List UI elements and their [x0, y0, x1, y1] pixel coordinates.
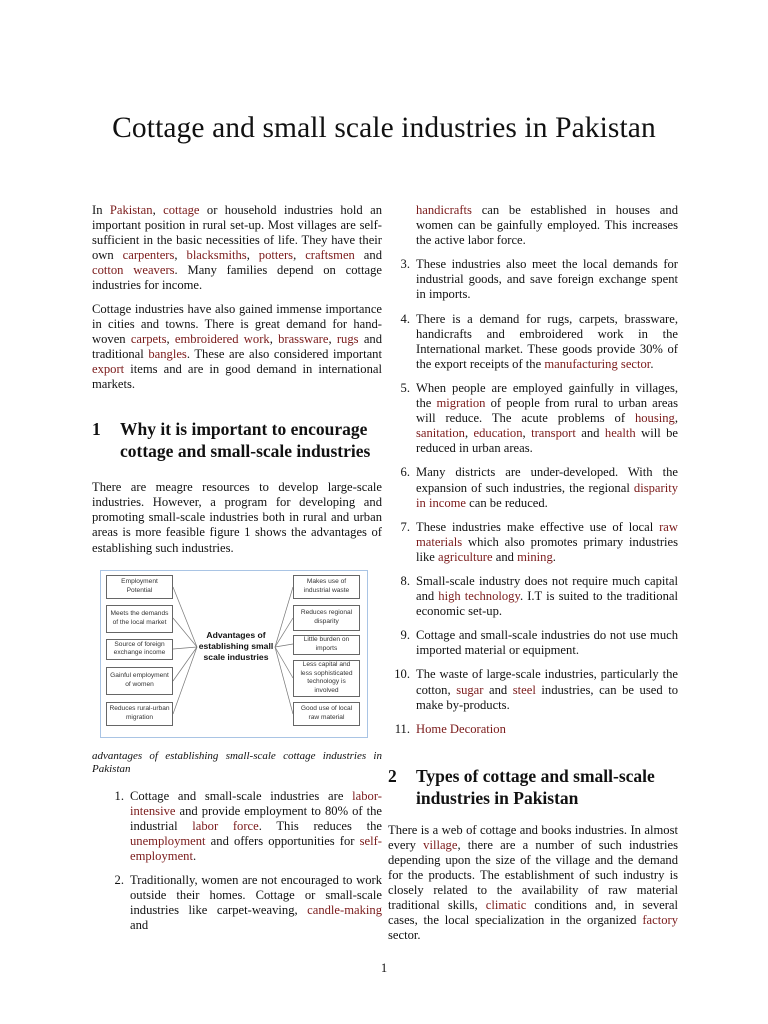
list-number: 6. [400, 465, 410, 480]
text: . [552, 549, 556, 564]
diagram-box: Little burden on imports [293, 635, 360, 655]
link-craftsmen[interactable]: craftsmen [305, 248, 355, 263]
advantages-diagram [100, 570, 368, 738]
link-health[interactable]: health [604, 426, 636, 441]
diagram-box: Employment Potential [106, 575, 173, 599]
link-unemployment[interactable]: unemployment [130, 833, 206, 848]
link-agriculture[interactable]: agriculture [438, 549, 493, 564]
text: Traditionally, women are not encouraged to work outside their homes. Cottage or small-scale industries like carpet-weaving, [130, 873, 382, 918]
text: will be reduced in urban areas. [416, 426, 679, 456]
link-handicrafts[interactable]: handicrafts [416, 203, 472, 217]
text: , [328, 331, 337, 346]
list-item [388, 312, 678, 372]
link-self-employment[interactable]: self-employment [130, 833, 382, 863]
text: industries, can be used to make by-products. [416, 682, 678, 712]
text: When people are employed gainfully in villages, the [416, 380, 678, 411]
link-brassware[interactable]: brassware [278, 331, 329, 346]
list-number: 11. [394, 721, 410, 736]
link-home-decoration[interactable]: Home Decoration [416, 721, 506, 736]
page-title: Cottage and small scale industries in Pakistan [112, 112, 656, 144]
link-potters[interactable]: potters [258, 248, 294, 263]
list-number: 5. [400, 380, 410, 395]
list-item-continued [388, 203, 678, 248]
link-embroidered-work[interactable]: embroidered work [174, 331, 270, 346]
advantages-list-left [102, 789, 382, 934]
text: , [464, 426, 474, 441]
left-column [92, 203, 382, 942]
text: and provide employment to 80% of the industrial [130, 803, 382, 833]
section-number: 1 [92, 419, 101, 440]
diagram-box: Gainful employment of women [106, 667, 173, 695]
text: There is a demand for rugs, carpets, brassware, handicrafts and embroidered work in the International market. These goods provide 30% of the export receipts of the [416, 311, 678, 371]
diagram-box: Makes use of industrial waste [293, 575, 360, 599]
text: . Many families depend on cottage industries for income. [92, 263, 382, 293]
text: sector. [388, 928, 421, 943]
text: which also promotes primary industries like [416, 534, 678, 564]
text: or household industries hold an important position in rural set-up. Most villages are self-sufficient in the basic necessities of life. They have their own [92, 203, 382, 263]
link-candle-making[interactable]: candle-making [307, 903, 382, 918]
diagram-center-label: Advantages of establishing small scale industries [198, 630, 274, 663]
text: . [192, 848, 197, 863]
link-manufacturing-sector[interactable]: manufacturing sector [544, 356, 651, 371]
list-item [388, 257, 678, 302]
list-item [388, 722, 678, 737]
text: , [522, 426, 532, 441]
text: and [492, 549, 518, 564]
text: can be established in houses and women can be gainfully employed. This increases the active labor force. [416, 203, 678, 248]
link-education[interactable]: education [473, 426, 523, 441]
page-number: 1 [380, 961, 388, 975]
text: and traditional [92, 331, 382, 361]
intro-paragraph-2 [92, 302, 382, 393]
text: , there are a number of such industries depending upon the size of the village and the demand for the products. The establishment of such industry is closely related to the availability of raw material traditional skills, [388, 837, 678, 913]
text: Many districts are under-developed. With the expansion of such industries, the regional [416, 465, 678, 495]
link-raw-materials[interactable]: raw materials [416, 519, 678, 549]
list-item [388, 520, 678, 565]
text: . I.T is suited to the traditional economic set-up. [416, 589, 678, 619]
text: In [92, 203, 110, 217]
link-labor-force[interactable]: labor force [192, 818, 259, 833]
link-cottage[interactable]: cottage [163, 203, 200, 217]
text: , [269, 331, 279, 346]
list-number: 2. [114, 873, 124, 888]
section-number: 2 [388, 765, 397, 786]
link-factory[interactable]: factory [642, 913, 678, 928]
link-sanitation[interactable]: sanitation [416, 426, 465, 441]
text: Cottage industries have also gained immense importance in cities and towns. There is great demand for hand-woven [92, 301, 382, 346]
link-high-technology[interactable]: high technology [438, 589, 520, 604]
text: , [246, 248, 259, 263]
link-blacksmiths[interactable]: blacksmiths [186, 248, 247, 263]
link-sugar[interactable]: sugar [456, 682, 484, 697]
list-number: 8. [400, 573, 410, 588]
right-column [388, 203, 678, 952]
link-bangles[interactable]: bangles [148, 346, 187, 361]
link-pakistan[interactable]: Pakistan [109, 203, 153, 217]
link-transport[interactable]: transport [531, 426, 576, 441]
section-2-heading [388, 765, 678, 809]
intro-paragraph-1 [92, 203, 382, 294]
list-item [388, 628, 678, 658]
text: There is a web of cottage and books industries. In almost every [388, 822, 678, 852]
text: and [575, 426, 605, 441]
text: . This reduces the [258, 818, 382, 833]
diagram-box: Good use of local raw material [293, 702, 360, 726]
text: , [174, 248, 187, 263]
text: The waste of large-scale industries, particularly the cotton, [416, 667, 678, 697]
diagram-box: Reduces regional disparity [293, 605, 360, 631]
link-export[interactable]: export [92, 361, 125, 376]
text: of people from rural to urban areas will reduce. The acute problems of [416, 396, 678, 426]
link-cotton-weavers[interactable]: cotton weavers [92, 263, 175, 278]
advantages-list-right [388, 203, 678, 737]
list-item [102, 873, 382, 933]
text: Cottage and small-scale industries are [130, 788, 353, 803]
section-title: Why it is important to encourage cottage and small-scale industries [120, 419, 371, 462]
list-number: 10. [394, 667, 410, 682]
text: , [674, 411, 678, 426]
list-number: 4. [400, 311, 410, 326]
figure-caption: advantages of establishing small-scale cottage industries in Pakistan [92, 749, 382, 776]
section-1-heading [92, 418, 382, 462]
list-number: 9. [400, 628, 410, 643]
list-item [102, 789, 382, 864]
text: items and are in good demand in international markets. [92, 361, 382, 392]
text: These industries also meet the local demands for industrial goods, and save foreign exchange spent in imports. [416, 257, 678, 302]
diagram-box: Less capital and less sophisticated technology is involved [293, 660, 360, 697]
list-item [388, 667, 678, 712]
link-labor-intensive[interactable]: labor-intensive [130, 788, 382, 818]
text: and [354, 248, 382, 263]
link-disparity-in-income[interactable]: disparity in income [416, 480, 678, 510]
text: , [166, 331, 175, 346]
section-1-paragraph: There are meagre resources to develop large-scale industries. However, a program for developing and promoting small-scale industries both in rural and urban areas is more feasible figure 1 shows the advantages of establishing such industries. [92, 480, 382, 555]
list-item [388, 574, 678, 619]
section-2-paragraph [388, 823, 678, 944]
link-rugs[interactable]: rugs [336, 331, 359, 346]
list-number: 3. [400, 257, 410, 272]
diagram-box: Source of foreign exchange income [106, 639, 173, 660]
link-carpenters[interactable]: carpenters [122, 248, 175, 263]
diagram-box: Meets the demands of the local market [106, 605, 173, 633]
text: and offers opportunities for [205, 833, 360, 848]
text: Small-scale industry does not require much capital and [416, 573, 678, 604]
list-item [388, 381, 678, 456]
text: , [152, 203, 164, 217]
text: Cottage and small-scale industries do not use much imported material or equipment. [416, 628, 678, 658]
link-carpets[interactable]: carpets [130, 331, 167, 346]
text: . These are also considered important [186, 346, 382, 361]
list-item [388, 465, 678, 510]
list-number: 7. [400, 519, 410, 534]
link-migration[interactable]: migration [436, 396, 486, 411]
link-mining[interactable]: mining [517, 549, 553, 564]
section-title: Types of cottage and small-scale industries in Pakistan [416, 765, 655, 808]
link-housing[interactable]: housing [634, 411, 675, 426]
text: and [130, 918, 149, 933]
text: conditions and, in several cases, the local specialization in the organized [388, 898, 678, 928]
text: can be reduced. [466, 495, 548, 510]
diagram-box: Reduces rural-urban migration [106, 702, 173, 726]
text: These industries make effective use of local [416, 519, 660, 534]
text: , [293, 248, 306, 263]
link-climatic[interactable]: climatic [485, 898, 527, 913]
link-village[interactable]: village [423, 837, 458, 852]
text: . [650, 356, 654, 371]
link-steel[interactable]: steel [512, 682, 536, 697]
text: and [483, 682, 513, 697]
list-number: 1. [114, 788, 124, 803]
